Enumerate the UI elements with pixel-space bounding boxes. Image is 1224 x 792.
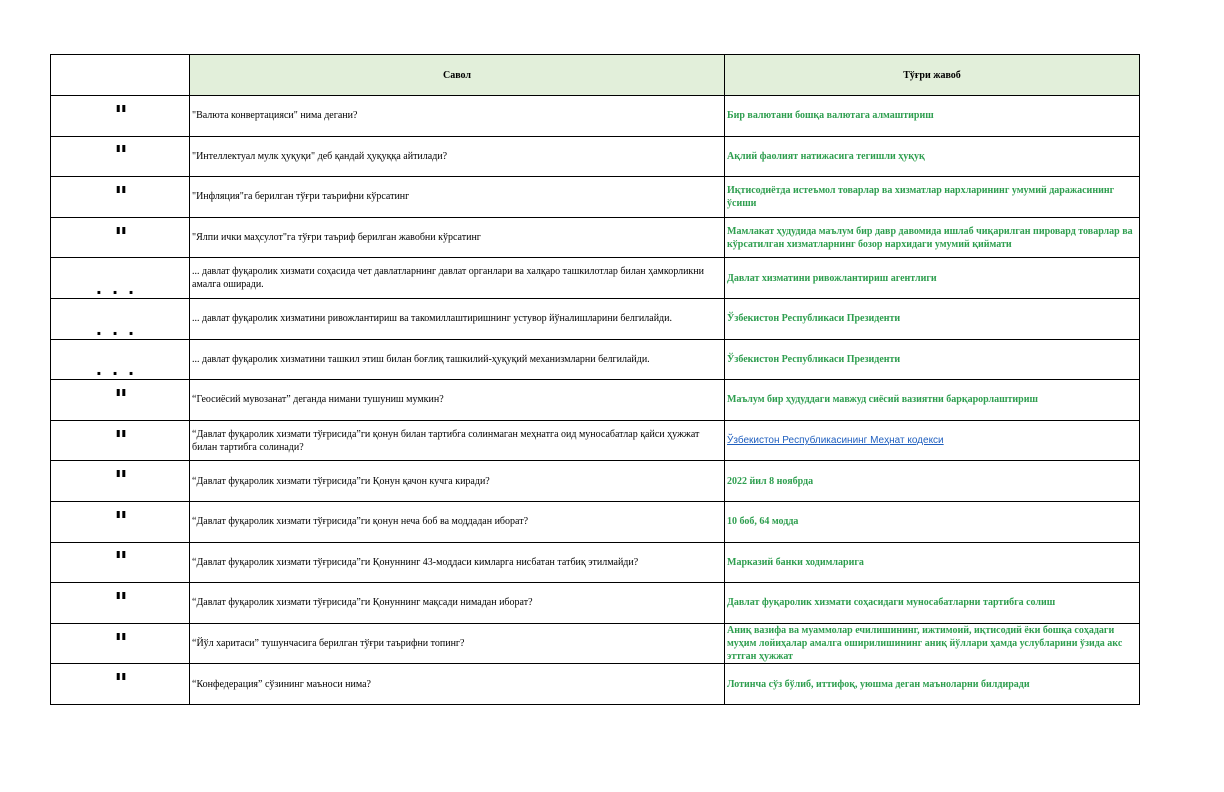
answer-cell: Иқтисодиётда истеъмол товарлар ва хизматлар нархларининг умумий даражасининг ўсиши (725, 177, 1140, 218)
quote-marker: " (114, 506, 126, 537)
table-row (51, 501, 1140, 542)
question-cell: “Давлат фуқаролик хизмати тўғрисида”ги қонун билан тартибга солинмаган меҳнатга оид муносабатлар қайси ҳужжат билан тартибга солинади? (190, 420, 725, 461)
question-cell: “Йўл харитаси” тушунчасига берилган тўғри таърифни топинг? (190, 623, 725, 664)
question-cell: "Инфляция"га берилган тўғри таърифни кўрсатинг (190, 177, 725, 218)
quote-marker: " (114, 628, 126, 659)
answer-cell: Маълум бир ҳудуддаги мавжуд сиёсий вазиятни барқарорлаштириш (725, 380, 1140, 421)
table-row (51, 177, 1140, 218)
qa-table (50, 54, 1140, 705)
quote-marker: " (114, 587, 126, 618)
question-cell: ... давлат фуқаролик хизматини ташкил этиш билан боғлиқ ташкилий-ҳуқуқий механизмларни белгилайди. (190, 339, 725, 380)
answer-cell: Мамлакат ҳудудида маълум бир давр давомида ишлаб чиқарилган пировард товарлар ва кўрсатилган хизматларнинг бозор нархидаги умумий қиймати (725, 217, 1140, 258)
row-marker-cell (51, 623, 190, 664)
quote-marker: " (114, 384, 126, 415)
row-marker-cell (51, 461, 190, 502)
table-row (51, 664, 1140, 705)
answer-cell: Ақлий фаолият натижасига тегишли ҳуқуқ (725, 136, 1140, 177)
quote-marker: " (114, 181, 126, 212)
question-cell: “Давлат фуқаролик хизмати тўғрисида”ги Қонун қачон кучга киради? (190, 461, 725, 502)
question-cell: “Давлат фуқаролик хизмати тўғрисида”ги Қонуннинг мақсади нимадан иборат? (190, 583, 725, 624)
table-row (51, 542, 1140, 583)
table-row (51, 217, 1140, 258)
quote-marker: " (114, 466, 126, 497)
ellipsis-marker: ... (95, 319, 145, 339)
table-row (51, 461, 1140, 502)
question-cell: “Геосиёсий мувозанат” деганда нимани тушуниш мумкин? (190, 380, 725, 421)
row-marker-cell (51, 258, 190, 299)
row-marker-cell (51, 501, 190, 542)
answer-cell: Аниқ вазифа ва муаммолар ечилишининг, ижтимоий, иқтисодий ёки бошқа соҳадаги муҳим лойиҳалар амалга оширилишининг аниқ йўллари ҳамда услубларини ўзида акс эттган ҳужжат (725, 623, 1140, 664)
table-row (51, 96, 1140, 137)
answer-cell: 2022 йил 8 ноябрда (725, 461, 1140, 502)
answer-cell: Лотинча сўз бўлиб, иттифоқ, уюшма деган маъноларни билдиради (725, 664, 1140, 705)
quote-marker: " (114, 547, 126, 578)
answer-cell: Бир валютани бошқа валютага алмаштириш (725, 96, 1140, 137)
row-marker-cell (51, 380, 190, 421)
ellipsis-marker: ... (95, 278, 145, 298)
header-blank-cell (51, 55, 190, 96)
answer-cell: Давлат хизматини ривожлантириш агентлиги (725, 258, 1140, 299)
answer-link-cell[interactable]: Ўзбекистон Республикасининг Меҳнат кодекси (725, 420, 1140, 461)
table-row (51, 420, 1140, 461)
question-cell: "Интеллектуал мулк ҳуқуқи" деб қандай ҳуқуққа айтилади? (190, 136, 725, 177)
row-marker-cell (51, 177, 190, 218)
row-marker-cell (51, 339, 190, 380)
table-row (51, 258, 1140, 299)
answer-cell: Ўзбекистон Республикаси Президенти (725, 339, 1140, 380)
quote-marker: " (114, 669, 126, 700)
header-question: Савол (190, 55, 725, 96)
question-cell: “Давлат фуқаролик хизмати тўғрисида”ги Қонуннинг 43-моддаси кимларга нисбатан татбиқ этилмайди? (190, 542, 725, 583)
table-row (51, 136, 1140, 177)
answer-cell: Ўзбекистон Республикаси Президенти (725, 298, 1140, 339)
question-cell: “Давлат фуқаролик хизмати тўғрисида”ги қонун неча боб ва моддадан иборат? (190, 501, 725, 542)
table-row (51, 583, 1140, 624)
header-row (51, 55, 1140, 96)
row-marker-cell (51, 217, 190, 258)
ellipsis-marker: ... (95, 360, 145, 380)
quote-marker: " (114, 100, 126, 131)
row-marker-cell (51, 298, 190, 339)
table-row (51, 298, 1140, 339)
quote-marker: " (114, 425, 126, 456)
table-body (51, 96, 1140, 705)
answer-cell: 10 боб, 64 модда (725, 501, 1140, 542)
row-marker-cell (51, 136, 190, 177)
answer-cell: Марказий банки ходимларига (725, 542, 1140, 583)
row-marker-cell (51, 583, 190, 624)
row-marker-cell (51, 542, 190, 583)
question-cell: "Валюта конвертацияси" нима дегани? (190, 96, 725, 137)
question-cell: “Конфедерация” сўзининг маъноси нима? (190, 664, 725, 705)
quote-marker: " (114, 222, 126, 253)
table-row (51, 380, 1140, 421)
row-marker-cell (51, 96, 190, 137)
row-marker-cell (51, 664, 190, 705)
table-row (51, 339, 1140, 380)
answer-cell: Давлат фуқаролик хизмати соҳасидаги муносабатларни тартибга солиш (725, 583, 1140, 624)
row-marker-cell (51, 420, 190, 461)
table-row (51, 623, 1140, 664)
question-cell: ... давлат фуқаролик хизматини ривожлантириш ва такомиллаштиришнинг устувор йўналишларини белгилайди. (190, 298, 725, 339)
question-cell: "Ялпи ички маҳсулот"га тўғри таъриф берилган жавобни кўрсатинг (190, 217, 725, 258)
quote-marker: " (114, 141, 126, 172)
question-cell: ... давлат фуқаролик хизмати соҳасида чет давлатларнинг давлат органлари ва халқаро ташкилотлар билан ҳамкорликни амалга оширади. (190, 258, 725, 299)
header-answer: Тўғри жавоб (725, 55, 1140, 96)
